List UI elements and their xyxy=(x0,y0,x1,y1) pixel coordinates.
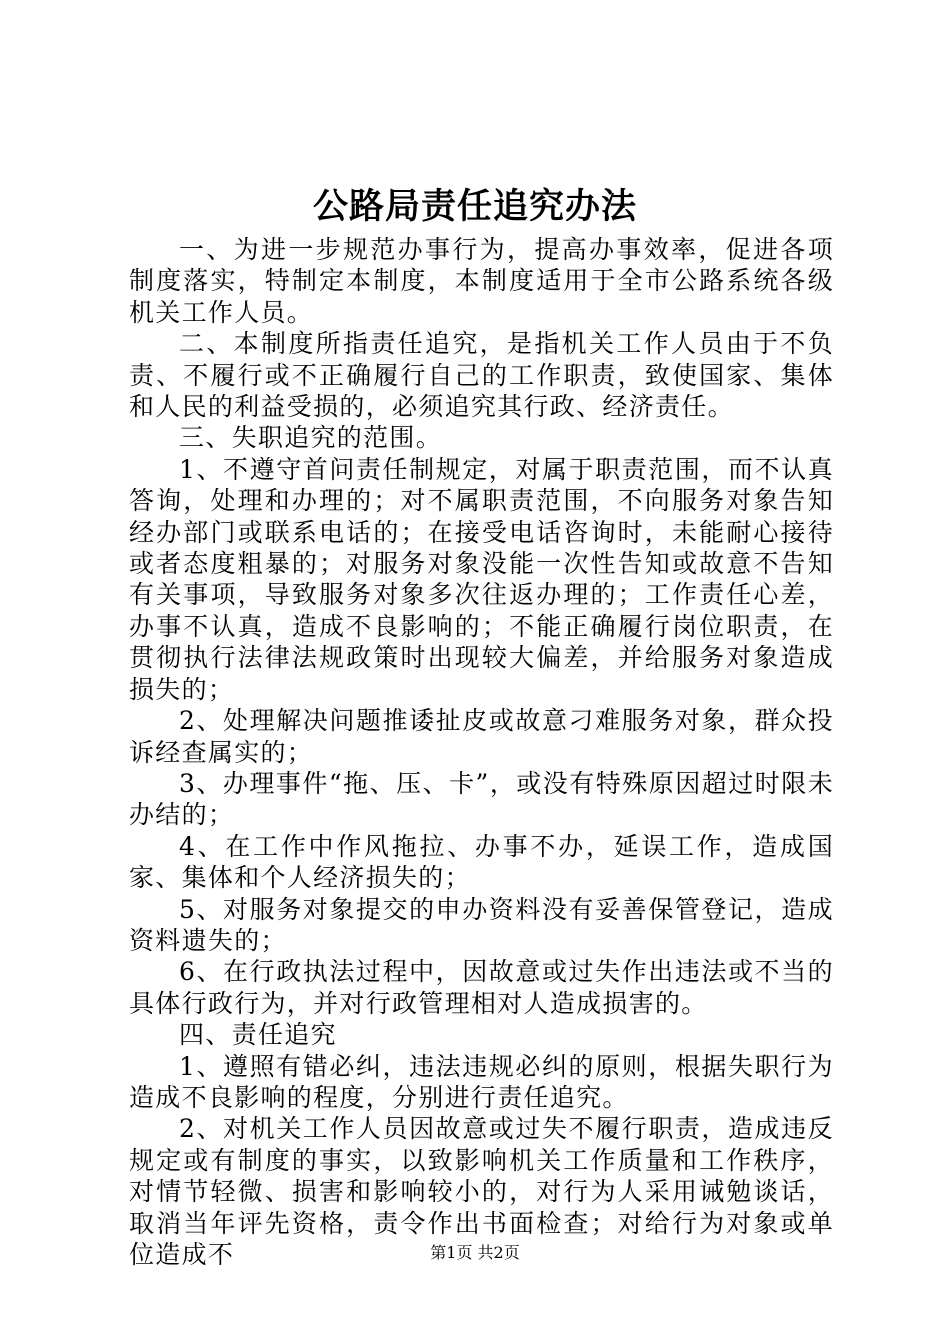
document-body xyxy=(129,234,834,1270)
list-item: 1、遵照有错必纠，违法违规必纠的原则，根据失职行为造成不良影响的程度，分别进行责任追究。 xyxy=(129,1051,834,1112)
section-heading: 三、失职追究的范围。 xyxy=(179,423,443,453)
list-item: 6、在行政执法过程中，因故意或过失作出违法或不当的具体行政行为，并对行政管理相对人造成损害的。 xyxy=(129,957,834,1018)
paragraph: 二、本制度所指责任追究，是指机关工作人员由于不负责、不履行或不正确履行自己的工作职责，致使国家、集体和人民的利益受损的，必须追究其行政、经济责任。 xyxy=(129,329,834,422)
paragraph: 一、为进一步规范办事行为，提高办事效率，促进各项制度落实，特制定本制度，本制度适用于全市公路系统各级机关工作人员。 xyxy=(129,235,834,327)
list-item: 2、处理解决问题推诿扯皮或故意刁难服务对象，群众投诉经查属实的； xyxy=(129,706,834,767)
list-item: 5、对服务对象提交的申办资料没有妥善保管登记，造成资料遗失的； xyxy=(129,894,834,955)
list-item: 1、不遵守首问责任制规定，对属于职责范围，而不认真答询，处理和办理的；对不属职责范围，不向服务对象告知经办部门或联系电话的；在接受电话咨询时，未能耐心接待或者态度粗暴的；对服务对象没能一次性告知或故意不告知有关事项，导致服务对象多次往返办理的；工作责任心差，办事不认真，造成不良影响的；不能正确履行岗位职责，在贯彻执行法律法规政策时出现较大偏差，并给服务对象造成损失的； xyxy=(129,454,834,704)
section-heading: 四、责任追究 xyxy=(179,1020,337,1050)
list-item: 4、在工作中作风拖拉、办事不办，延误工作，造成国家、集体和个人经济损失的； xyxy=(129,831,834,893)
list-item: 3、办理事件“拖、压、卡”，或没有特殊原因超过时限未办结的； xyxy=(129,768,834,830)
page-number: 第1页 共2页 xyxy=(430,1243,520,1262)
list-item: 2、对机关工作人员因故意或过失不履行职责，造成违反规定或有制度的事实，以致影响机关工作质量和工作秩序，对情节轻微、损害和影响较小的，对行为人采用诫勉谈话，取消当年评先资格，责令作出书面检查；对给行为对象或单位造成不 xyxy=(129,1114,834,1269)
document-title: 公路局责任追究办法 xyxy=(312,186,637,227)
